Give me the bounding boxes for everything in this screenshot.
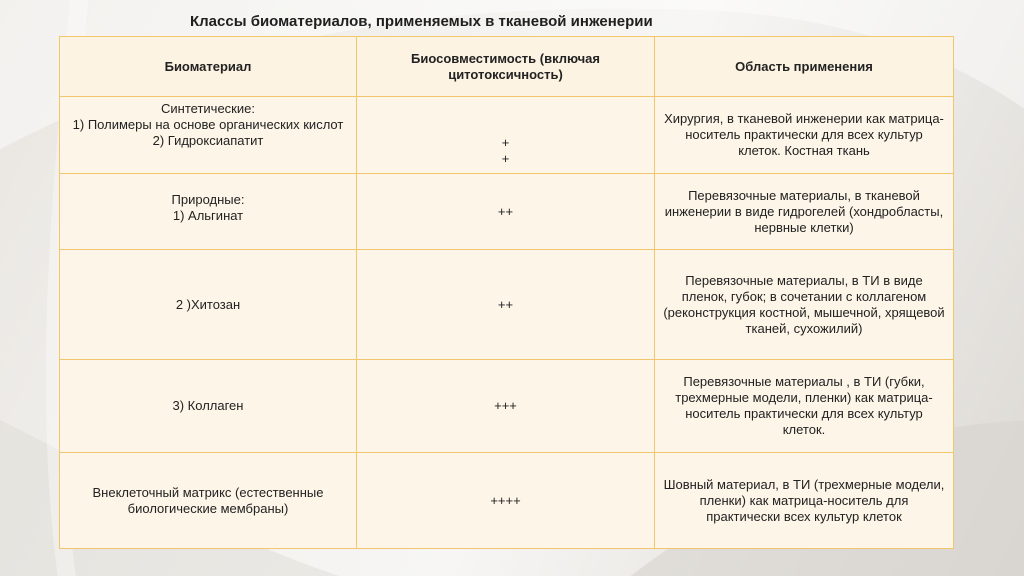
biocompat-cell (357, 174, 655, 250)
material-cell (60, 360, 357, 453)
material-cell (60, 174, 357, 250)
table-row (60, 453, 954, 549)
slide-title: Классы биоматериалов, применяемых в тканевой инженерии (190, 13, 653, 30)
material-cell (60, 250, 357, 360)
material-line: Природные: (171, 192, 245, 207)
table-row (60, 250, 954, 360)
biocompat-value: + (501, 151, 510, 166)
biocompat-value: ++++ (490, 492, 521, 508)
biocompat-cell (357, 360, 655, 453)
application-cell: Перевязочные материалы, в ТИ в виде пленок, губок; в сочетании с коллагеном (реконструкция костной, мышечной, хрящевой тканей, сухожилий) (655, 250, 954, 360)
application-cell: Перевязочные материалы , в ТИ (губки, трехмерные модели, пленки) как матрица-носитель практически для всех культур клеток. (655, 360, 954, 453)
biocompat-value: ++ (497, 296, 514, 312)
biocompat-value: ++ (497, 204, 514, 219)
table-row (60, 174, 954, 250)
material-cell (60, 97, 357, 174)
material-line: 2) Гидроксиапатит (152, 133, 264, 148)
material-line: 3) Коллаген (172, 398, 244, 413)
biocompat-cell (357, 97, 655, 174)
biocompat-cell (357, 453, 655, 549)
header-biocompatibility: Биосовместимость (включая цитотоксичность) (357, 37, 655, 97)
header-material: Биоматериал (60, 37, 357, 97)
material-line: 1) Альгинат (172, 208, 244, 223)
application-cell: Перевязочные материалы, в тканевой инженерии в виде гидрогелей (хондробласты, нервные клетки) (655, 174, 954, 250)
biomaterials-table (59, 36, 954, 549)
biocompat-value: + (501, 135, 510, 150)
table-row (60, 360, 954, 453)
material-cell (60, 453, 357, 549)
material-line: Синтетические: (161, 101, 255, 116)
biocompat-cell (357, 250, 655, 360)
material-line: 1) Полимеры на основе органических кислот (72, 117, 344, 132)
table-row (60, 97, 954, 174)
application-cell: Хирургия, в тканевой инженерии как матрица-носитель практически для всех культур клеток. Костная ткань (655, 97, 954, 174)
material-line: Внеклеточный матрикс (естественные биологические мембраны) (92, 484, 324, 516)
header-application: Область применения (655, 37, 954, 97)
table-header-row (60, 37, 954, 97)
application-cell: Шовный материал, в ТИ (трехмерные модели, пленки) как матрица-носитель для практически всех культур клеток (655, 453, 954, 549)
material-line: 2 )Хитозан (175, 296, 241, 312)
biocompat-value: +++ (494, 398, 517, 413)
